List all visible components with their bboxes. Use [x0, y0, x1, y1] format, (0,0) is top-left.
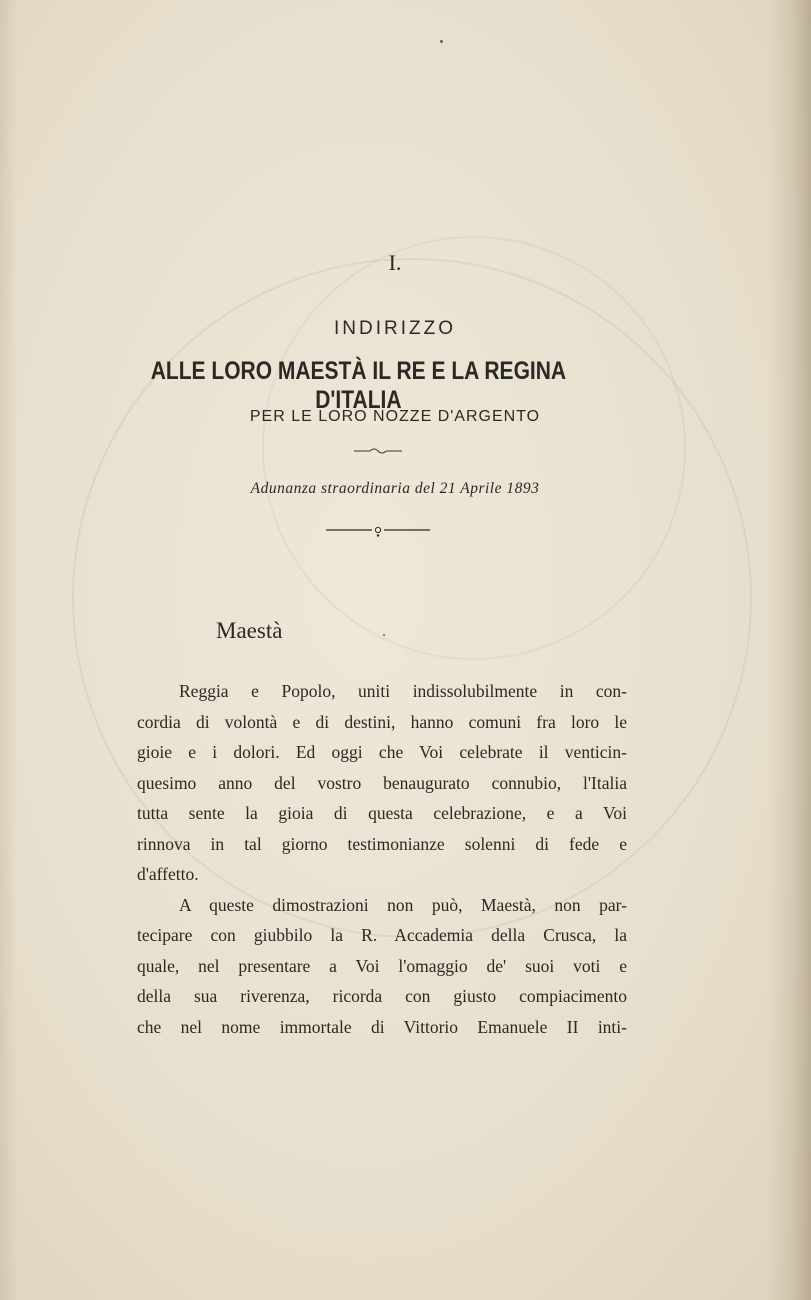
section-heading: INDIRIZZO — [334, 318, 456, 339]
text-line: A queste dimostrazioni non può, Maestà, non par- — [179, 894, 627, 915]
meeting-date-line: Adunanza straordinaria del 21 Aprile 1893 — [250, 480, 540, 497]
document-title: ALLE LORO MAESTÀ IL RE E LA REGINA D'ITALIA — [150, 357, 567, 414]
text-line: d'affetto. — [137, 864, 199, 884]
text-line: tecipare con giubbilo la R. Accademia della Crusca, la — [137, 925, 627, 945]
text-line: Reggia e Popolo, uniti indissolubilmente in con- — [179, 681, 627, 701]
address-body — [137, 676, 627, 1042]
paper-speck — [383, 634, 385, 636]
text-line: quale, nel presentare a Voi l'omaggio de' suoi voti e — [137, 955, 627, 976]
text-line: della sua riverenza, ricorda con giusto compiacimento — [137, 986, 627, 1006]
text-line: che nel nome immortale di Vittorio Emanuele II inti- — [137, 1016, 627, 1037]
ornamental-divider — [324, 524, 432, 538]
document-subtitle: PER LE LORO NOZZE D'ARGENTO — [249, 408, 541, 425]
salutation: Maestà — [216, 618, 283, 643]
paragraph-2 — [137, 890, 627, 1043]
paper-speck — [440, 40, 443, 43]
text-line: quesimo anno del vostro benaugurato connubio, l'Italia — [137, 772, 627, 793]
page-shadow-left — [0, 0, 18, 1300]
library-stamp-inner-ring — [262, 236, 686, 660]
text-line: gioie e i dolori. Ed oggi che Voi celebrate il venticin- — [137, 742, 627, 762]
text-line: rinnova in tal giorno testimonianze solenni di fede e — [137, 833, 627, 854]
ornamental-divider-small — [352, 446, 404, 456]
page-shadow-right — [767, 0, 811, 1300]
section-numeral: I. — [388, 250, 402, 275]
paragraph-1 — [137, 676, 627, 890]
text-line: cordia di volontà e di destini, hanno comuni fra loro le — [137, 711, 627, 732]
text-line: tutta sente la gioia di questa celebrazione, e a Voi — [137, 803, 627, 823]
